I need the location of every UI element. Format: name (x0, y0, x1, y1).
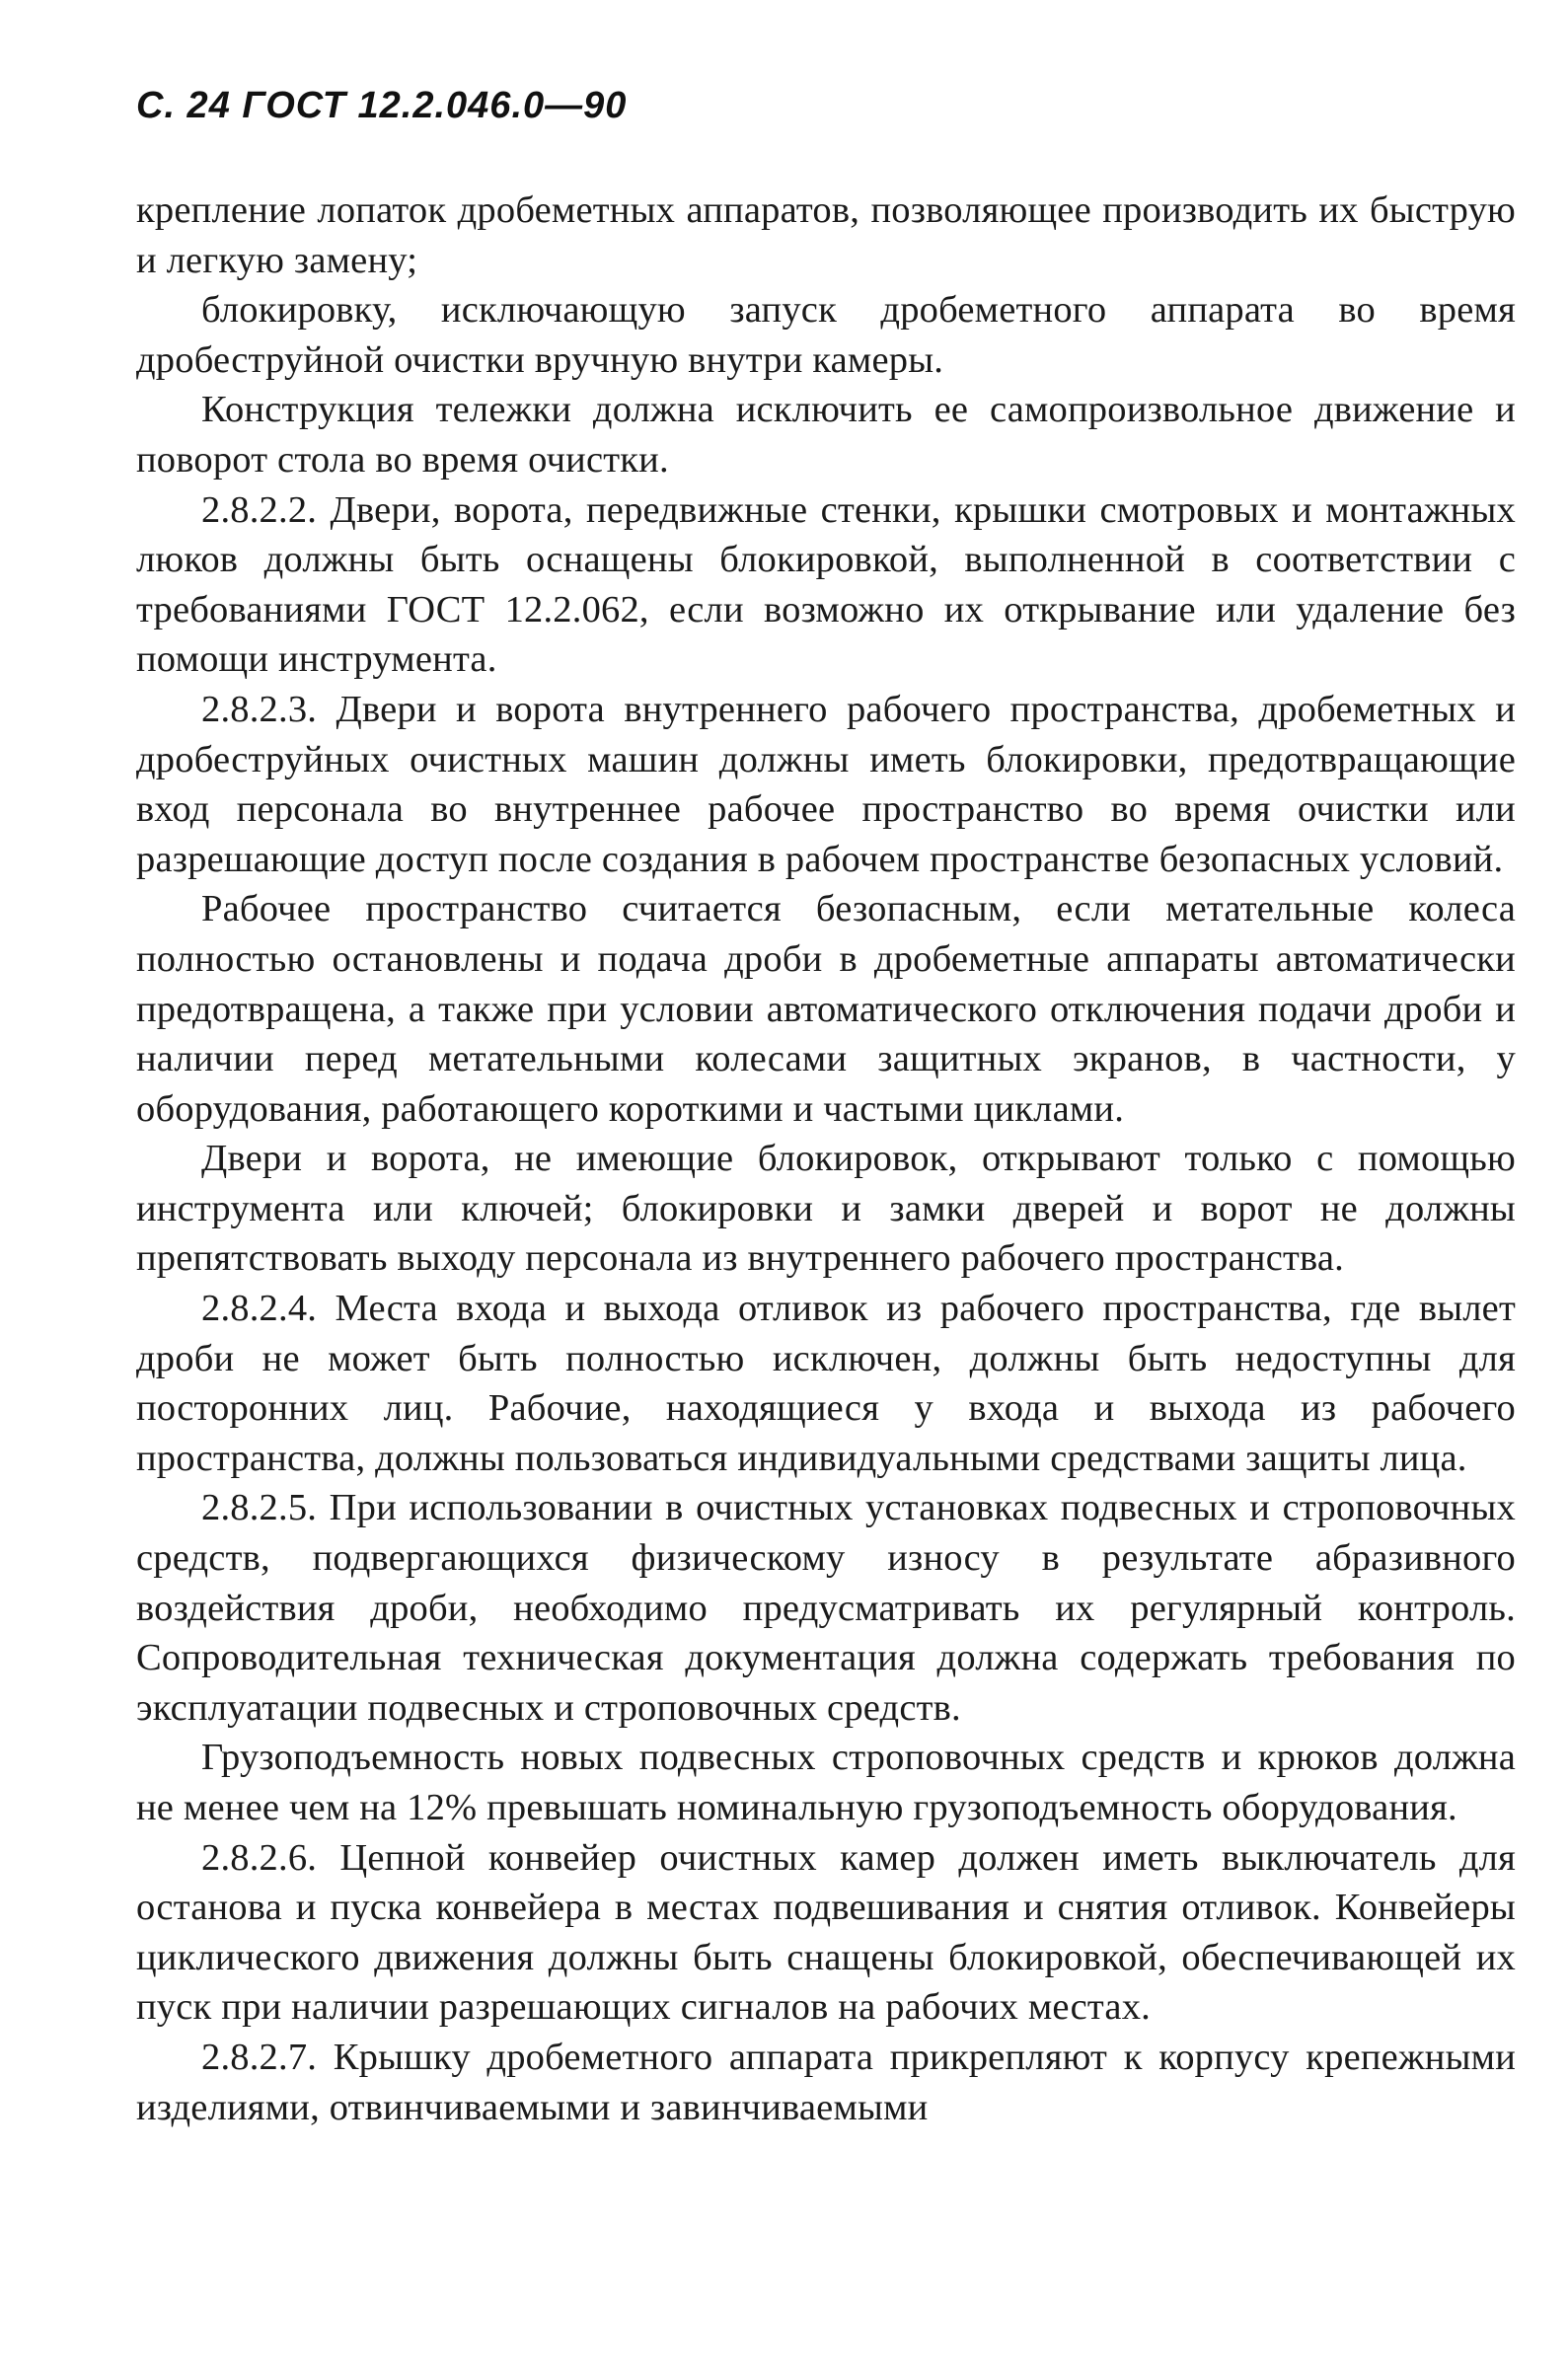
paragraph-12: 2.8.2.7. Крышку дробеметного аппарата прикрепляют к корпусу крепежными изделиями, отвинчиваемыми и завинчиваемыми (136, 2036, 1516, 2128)
paragraph-6: Рабочее пространство считается безопасным, если метательные колеса полностью остановлены и подача дроби в дробеметные аппараты автоматически предотвращена, а также при условии автоматического отключения подачи дроби и наличии перед метательными колесами защитных экранов, в частности, у оборудования, работающего короткими и частыми циклами. (136, 888, 1516, 1130)
paragraph-2: блокировку, исключающую запуск дробеметного аппарата во время дробеструйной очистки вручную внутри камеры. (136, 289, 1516, 381)
paragraph-4: 2.8.2.2. Двери, ворота, передвижные стенки, крышки смотровых и монтажных люков должны быть оснащены блокировкой, выполненной в соответствии с требованиями ГОСТ 12.2.062, если возможно их открывание или удаление без помощи инструмента. (136, 488, 1516, 681)
paragraph-10: Грузоподъемность новых подвесных строповочных средств и крюков должна не менее чем на 12% превышать номинальную грузоподъемность оборудования. (136, 1737, 1516, 1828)
paragraph-11: 2.8.2.6. Цепной конвейер очистных камер должен иметь выключатель для останова и пуска конвейера в местах подвешивания и снятия отливок. Конвейеры циклического движения должны быть снащены блокировкой, обеспечивающей их пуск при наличии разрешающих сигналов на рабочих местах. (136, 1836, 1516, 2029)
document-body (136, 185, 1516, 2132)
paragraph-7: Двери и ворота, не имеющие блокировок, открывают только с помощью инструмента или ключей; блокировки и замки дверей и ворот не должны препятствовать выходу персонала из внутреннего рабочего пространства. (136, 1138, 1516, 1280)
paragraph-9: 2.8.2.5. При использовании в очистных установках подвесных и строповочных средств, подвергающихся физическому износу в результате абразивного воздействия дроби, необходимо предусматривать их регулярный контроль. Сопроводительная техническая документация должна содержать требования по эксплуатации подвесных и строповочных средств. (136, 1487, 1516, 1729)
paragraph-3: Конструкция тележки должна исключить ее самопроизвольное движение и поворот стола во время очистки. (136, 389, 1516, 481)
paragraph-8: 2.8.2.4. Места входа и выхода отливок из рабочего пространства, где вылет дроби не может быть полностью исключен, должны быть недоступны для посторонних лиц. Рабочие, находящиеся у входа и выхода из рабочего пространства, должны пользоваться индивидуальными средствами защиты лица. (136, 1288, 1516, 1479)
paragraph-1: крепление лопаток дробеметных аппаратов, позволяющее производить их быструю и легкую замену; (136, 189, 1516, 281)
page-header: С. 24 ГОСТ 12.2.046.0—90 (136, 85, 628, 126)
paragraph-5: 2.8.2.3. Двери и ворота внутреннего рабочего пространства, дробеметных и дробеструйных очистных машин должны иметь блокировки, предотвращающие вход персонала во внутреннее рабочее пространство во время очистки или разрешающие доступ после создания в рабочем пространстве безопасных условий. (136, 688, 1516, 880)
